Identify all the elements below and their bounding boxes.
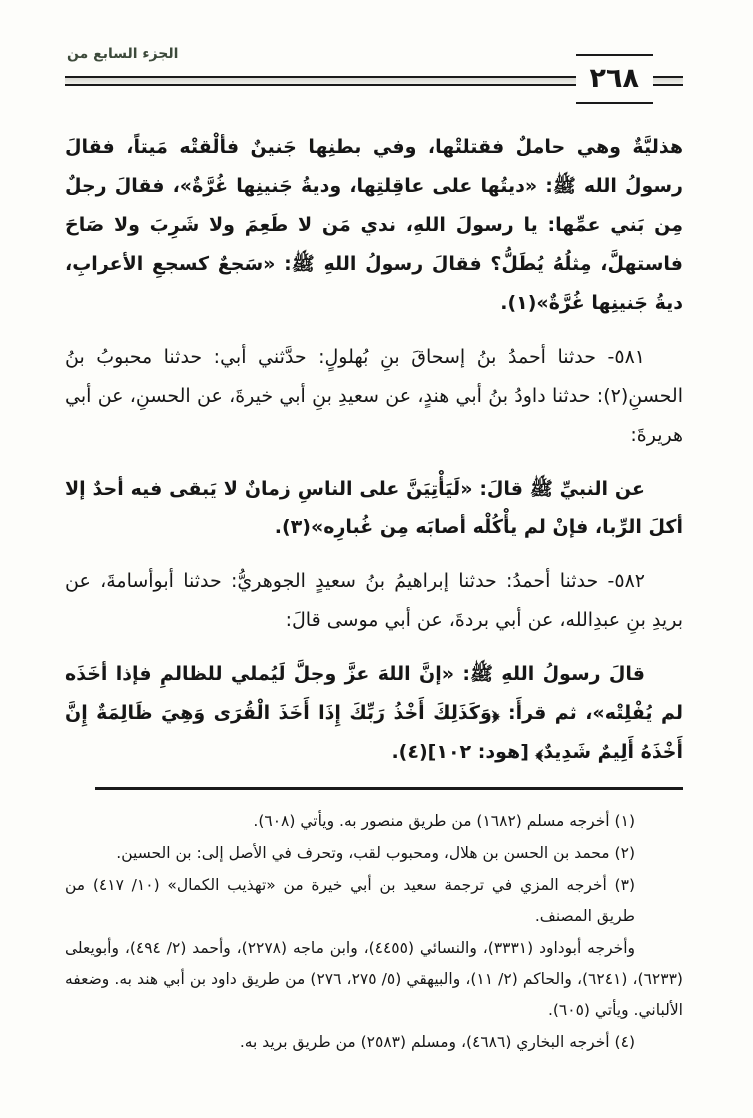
footnote-item: [65, 838, 635, 869]
footnote-text: أخرجه المزي في ترجمة سعيد بن أبي خيرة من «تهذيب الكمال» (١٠/ ٤١٧) من طريق المصنف.: [65, 876, 635, 926]
footnotes: [65, 806, 683, 1058]
footnote-text: أخرجه مسلم (١٦٨٢) من طريق منصور به. ويأتي (٦٠٨).: [253, 812, 610, 831]
paragraph-hadith-continuation: هذليَّةٌ وهي حاملٌ فقتلتْها، وفي بطنِها جَنينٌ فألْقتْه مَيتاً، فقالَ رسولُ الله ﷺ: «ديتُها على عاقِلتِها، وديةُ جَنينِها غُرَّةٌ»، فقالَ رجلٌ مِن بَني عمِّها: يا رسولَ اللهِ، ندي مَن لا طَعِمَ ولا شَرِبَ ولا صَاحَ فاستهلَّ، مِثلُهُ يُطَلُّ؟ فقالَ رسولُ اللهِ ﷺ: «سَجعٌ كسجعِ الأعرابِ، ديةُ جَنينِها غُرَّةٌ»(١).: [65, 136, 683, 314]
footnote-text: أخرجه البخاري (٤٦٨٦)، ومسلم (٢٥٨٣) من طريق بريد به.: [239, 1033, 610, 1052]
paragraph-isnad-582: ٥٨٢- حدثنا أحمدُ: حدثنا إبراهيمُ بنُ سعيدٍ الجوهريُّ: حدثنا أبوأسامةَ، عن بريدِ بنِ عبدِالله، عن أبي بردةَ، عن أبي موسى قالَ:: [65, 570, 683, 632]
footnote-number: (٢): [614, 844, 635, 863]
section-title: الجزء السابع من: [67, 46, 179, 62]
page-header: [65, 46, 683, 116]
footnote-number: (٤): [614, 1033, 635, 1052]
paragraph-hadith-riba: عن النبيِّ ﷺ قالَ: «لَيَأْتِيَنَّ على الناسِ زمانٌ لا يَبقى فيه أحدٌ إلا أكلَ الرِّبا، فإنْ لم يأْكُلْه أصابَه مِن غُبارِه»(٣).: [65, 477, 683, 539]
footnote-item: [65, 806, 635, 837]
footnote-text: محمد بن الحسن بن هلال، ومحبوب لقب، وتحرف في الأصل إلى: بن الحسين.: [116, 844, 610, 863]
paragraph-isnad-581: ٥٨١- حدثنا أحمدُ بنُ إسحاقَ بنِ بُهلولٍ: حدَّثني أبي: حدثنا محبوبُ بنُ الحسنِ(٢): حدثنا داودُ بنُ أبي هندٍ، عن سعيدِ بنِ أبي خيرةَ، عن الحسنِ، عن أبي هريرةَ:: [65, 345, 683, 446]
footnote-separator: [95, 787, 683, 790]
main-text: [65, 128, 683, 772]
footnote-number: (١): [614, 812, 635, 831]
footnote-item: [65, 870, 635, 932]
page-number: ٢٦٨: [576, 54, 653, 104]
footnote-continuation: وأخرجه أبوداود (٣٣٣١)، والنسائي (٤٤٥٥)، وابن ماجه (٢٢٧٨)، وأحمد (٢/ ٤٩٤)، وأبويعلى (٦٢٣٣)، (٦٢٤١)، والحاكم (٢/ ١١)، والبيهقي (٥/ ٢٧٥، ٢٧٦) من طريق داود بن أبي هند به. وضعفه الألباني. ويأتي (٦٠٥).: [65, 939, 683, 1020]
paragraph-hadith-verse: قالَ رسولُ اللهِ ﷺ: «إنَّ اللهَ عزَّ وجلَّ لَيُملي للظالمِ فإذا أخَذَه لم يُفْلِتْه»، ثم قرأَ: ﴿وَكَذَلِكَ أَخْذُ رَبِّكَ إِذَا أَخَذَ الْقُرَى وَهِيَ ظَالِمَةٌ إِنَّ أَخْذَهُ أَلِيمٌ شَدِيدٌ﴾ [هود: ١٠٢](٤).: [65, 663, 683, 764]
footnote-item: [65, 1027, 635, 1058]
footnote-number: (٣): [614, 876, 635, 895]
